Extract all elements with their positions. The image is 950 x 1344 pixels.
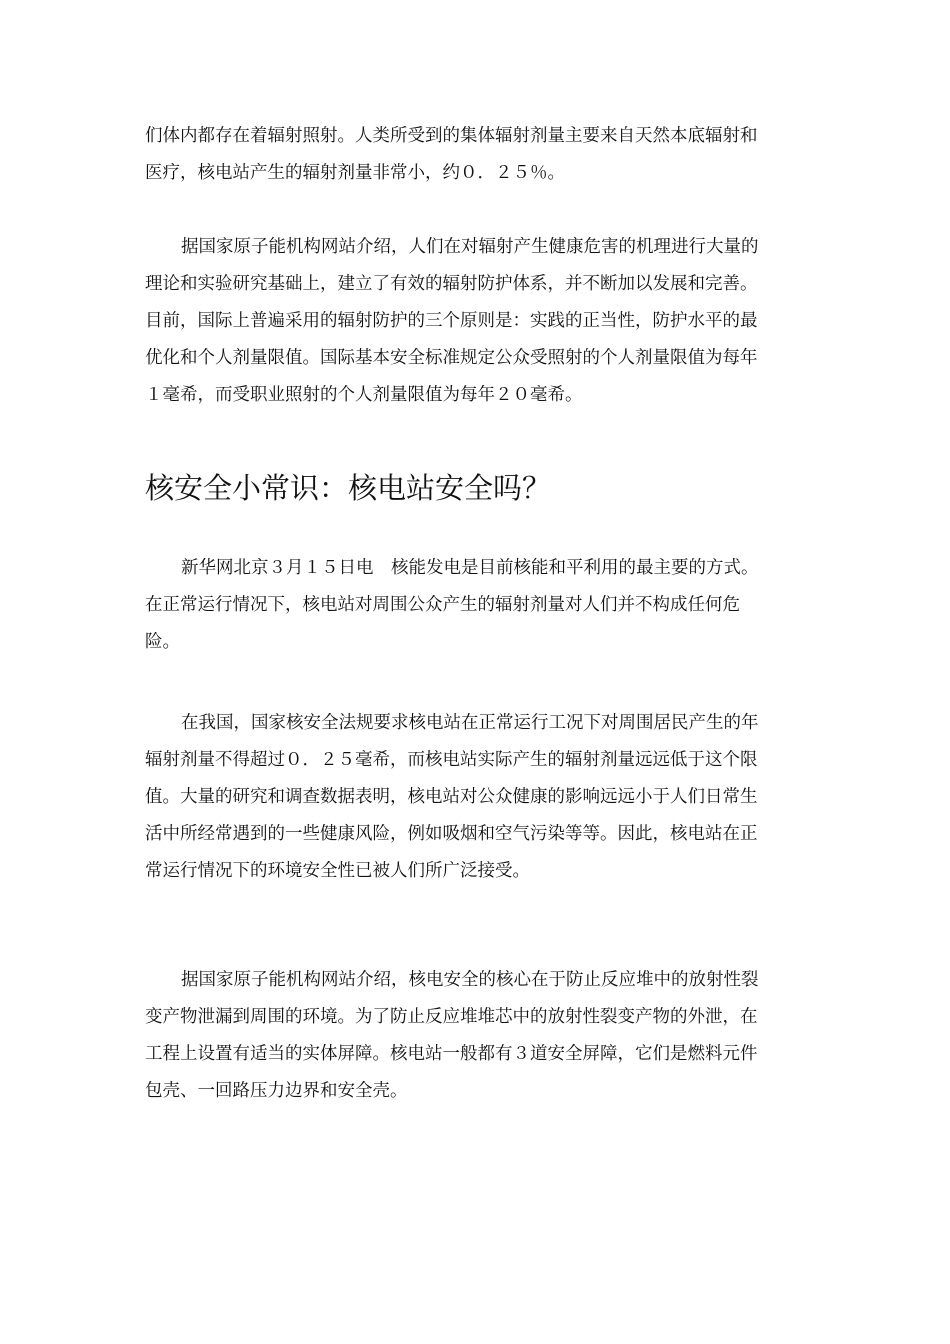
text-line: 目前，国际上普遍采用的辐射防护的三个原则是：实践的正当性，防护水平的最 xyxy=(145,311,758,331)
text-line: 值。大量的研究和调查数据表明，核电站对公众健康的影响远远小于人们日常生 xyxy=(145,787,758,807)
text-line: 新华网北京３月１５日电 核能发电是目前核能和平利用的最主要的方式。 xyxy=(181,558,759,578)
text-line: 辐射剂量不得超过０．２５毫希，而核电站实际产生的辐射剂量远远低于这个限 xyxy=(145,750,758,770)
text-line: 优化和个人剂量限值。国际基本安全标准规定公众受照射的个人剂量限值为每年 xyxy=(145,348,758,368)
text-line: 在正常运行情况下，核电站对周围公众产生的辐射剂量对人们并不构成任何危 xyxy=(145,595,740,615)
paragraph-radiation-sources xyxy=(145,118,813,192)
paragraph-radiation-protection xyxy=(145,229,813,414)
text-line: 活中所经常遇到的一些健康风险，例如吸烟和空气污染等等。因此，核电站在正 xyxy=(145,824,758,844)
text-line: 包壳、一回路压力边界和安全壳。 xyxy=(145,1081,408,1101)
text-line: １毫希，而受职业照射的个人剂量限值为每年２０毫希。 xyxy=(145,385,583,405)
text-line: 理论和实验研究基础上，建立了有效的辐射防护体系，并不断加以发展和完善。 xyxy=(145,274,758,294)
text-line: 据国家原子能机构网站介绍，人们在对辐射产生健康危害的机理进行大量的 xyxy=(181,237,759,257)
text-line: 工程上设置有适当的实体屏障。核电站一般都有３道安全屏障，它们是燃料元件 xyxy=(145,1044,758,1064)
paragraph-safety-barriers xyxy=(145,962,813,1110)
paragraph-nuclear-power-intro xyxy=(145,550,813,661)
section-heading: 核安全小常识：核电站安全吗？ xyxy=(145,471,552,505)
text-line: 险。 xyxy=(145,632,180,652)
text-line: 据国家原子能机构网站介绍，核电安全的核心在于防止反应堆中的放射性裂 xyxy=(181,970,759,990)
paragraph-dose-limits xyxy=(145,705,813,890)
text-line: 在我国，国家核安全法规要求核电站在正常运行工况下对周围居民产生的年 xyxy=(181,713,759,733)
text-line: 常运行情况下的环境安全性已被人们所广泛接受。 xyxy=(145,861,530,881)
text-line: 医疗，核电站产生的辐射剂量非常小，约０．２５％。 xyxy=(145,163,565,183)
text-line: 变产物泄漏到周围的环境。为了防止反应堆堆芯中的放射性裂变产物的外泄，在 xyxy=(145,1007,758,1027)
text-line: 们体内都存在着辐射照射。人类所受到的集体辐射剂量主要来自天然本底辐射和 xyxy=(145,126,758,146)
